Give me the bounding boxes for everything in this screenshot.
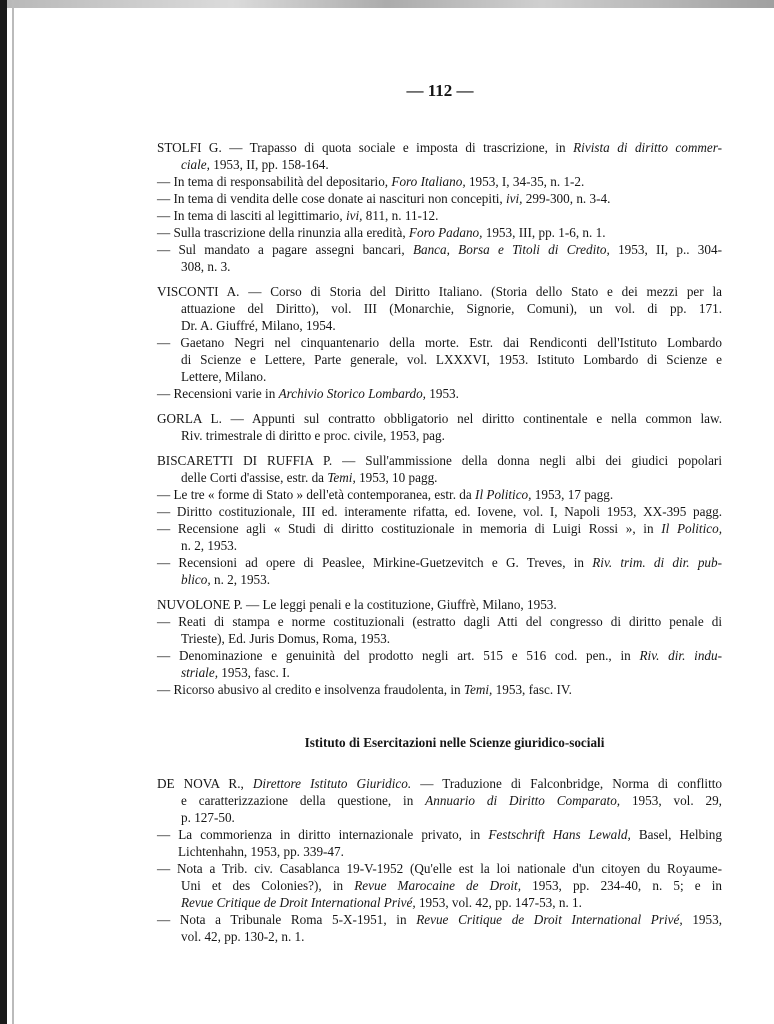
- entry-text: Lettere, Milano.: [181, 369, 267, 384]
- entry-line: [157, 173, 722, 190]
- italic-title-text: Il Politico,: [661, 521, 722, 536]
- entry-text: — In tema di vendita delle cose donate ai nascituri non concepiti,: [157, 191, 506, 206]
- italic-title-text: Rivista di diritto commer-: [573, 140, 723, 155]
- entry-line: [157, 537, 722, 554]
- entry-line: [157, 860, 722, 877]
- entry-text: 1953, 10 pagg.: [355, 470, 438, 485]
- entry-text: — La commorienza in diritto internazionale privato, in: [157, 827, 489, 842]
- entry-text: — Denominazione e genuinità del prodotto negli art. 515 e 516 cod. pen., in: [157, 648, 640, 663]
- scan-binding-line: [12, 0, 14, 1024]
- italic-title-text: Revue Marocaine de Droit,: [354, 878, 522, 893]
- italic-title-text: Temi,: [463, 682, 493, 697]
- italic-title-text: Revue Critique de Droit International Privé,: [416, 912, 683, 927]
- section-heading: Istituto di Esercitazioni nelle Scienze giuridico-sociali: [304, 735, 605, 750]
- entry-text: p. 127-50.: [181, 810, 235, 825]
- entry-line: [157, 427, 722, 444]
- entry-text: attuazione del Diritto), vol. III (Monarchie, Signorie, Comuni), un vol. di pp. 171.: [181, 301, 722, 316]
- entry-text: Uni et des Colonies?), in: [181, 878, 355, 893]
- italic-title-text: Foro Padano,: [408, 225, 483, 240]
- entry-text: 1953.: [425, 386, 459, 401]
- entry-text: 1953, I, 34-35, n. 1-2.: [465, 174, 585, 189]
- scan-binding-edge: [0, 0, 7, 1024]
- entry-text: — Nota a Tribunale Roma 5-X-1951, in: [157, 912, 417, 927]
- italic-title-text: Direttore Istituto Giuridico.: [252, 776, 412, 791]
- italic-title-text: Foro Italiano,: [391, 174, 466, 189]
- entry-text: e caratterizzazione della questione, in: [181, 793, 426, 808]
- author-entry-group: [157, 596, 722, 698]
- entry-text: BISCARETTI DI RUFFIA P. — Sull'ammissione della donna negli albi dei giudici popolari: [157, 453, 722, 468]
- author-entry-group: [157, 139, 722, 275]
- entry-text: NUVOLONE P. — Le leggi penali e la costituzione, Giuffrè, Milano, 1953.: [157, 597, 557, 612]
- entry-text: — Nota a Trib. civ. Casablanca 19-V-1952 (Qu'elle est la loi nationale d'un citoyen du Royaume-: [157, 861, 722, 876]
- italic-title-text: Riv. trim. di dir. pub-: [592, 555, 723, 570]
- entry-line: [157, 826, 722, 843]
- italic-title-text: Il Politico,: [475, 487, 532, 502]
- entry-text: Trieste), Ed. Juris Domus, Roma, 1953.: [181, 631, 391, 646]
- entry-line: [157, 571, 722, 588]
- italic-title-text: Banca, Borsa e Titoli di Credito,: [412, 242, 610, 257]
- entry-text: 1953, pp. 234-40, n. 5; e in: [521, 878, 723, 893]
- entry-line: [157, 664, 722, 681]
- entry-line: [157, 452, 722, 469]
- entry-text: Dr. A. Giuffré, Milano, 1954.: [181, 318, 336, 333]
- entry-text: — Recensioni varie in: [157, 386, 279, 401]
- entry-text: vol. 42, pp. 130-2, n. 1.: [181, 929, 305, 944]
- entry-text: — Le tre « forme di Stato » dell'età contemporanea, estr. da: [157, 487, 476, 502]
- entry-text: Riv. trimestrale di diritto e proc. civile, 1953, pag.: [181, 428, 445, 443]
- entry-text: 308, n. 3.: [181, 259, 231, 274]
- entry-line: [157, 775, 722, 792]
- italic-title-text: Temi,: [327, 470, 356, 485]
- entry-text: n. 2, 1953.: [181, 538, 238, 553]
- entry-line: [157, 351, 722, 368]
- entry-line: [157, 334, 722, 351]
- entry-text: 1953, vol. 42, pp. 147-53, n. 1.: [415, 895, 582, 910]
- entry-line: [157, 613, 722, 630]
- italic-title-text: ivi,: [506, 191, 523, 206]
- entry-text: 1953, II, p.. 304-: [609, 242, 722, 257]
- entry-line: [157, 792, 722, 809]
- entry-text: — Sul mandato a pagare assegni bancari,: [157, 242, 413, 257]
- entry-line: [157, 647, 722, 664]
- italic-title-text: Revue Critique de Droit International Privé,: [181, 895, 416, 910]
- entry-line: [157, 368, 722, 385]
- entry-text: 1953, III, pp. 1-6, n. 1.: [482, 225, 606, 240]
- entry-line: [157, 156, 722, 173]
- entry-line: [157, 911, 722, 928]
- entry-line: [157, 877, 722, 894]
- entry-text: — Traduzione di Falconbridge, Norma di conflitto: [411, 776, 722, 791]
- entry-line: [157, 385, 722, 402]
- entry-text: — Sulla trascrizione della rinunzia alla eredità,: [157, 225, 409, 240]
- entry-line: [157, 241, 722, 258]
- italic-title-text: blico,: [181, 572, 211, 587]
- entry-text: 1953, 17 pagg.: [531, 487, 614, 502]
- entry-line: [157, 630, 722, 647]
- author-entry-group: [157, 410, 722, 444]
- page-number: — 112 —: [406, 81, 474, 100]
- entry-text: — Recensioni ad opere di Peaslee, Mirkine-Guetzevitch e G. Treves, in: [157, 555, 593, 570]
- entry-line: [157, 283, 722, 300]
- bibliography-entries-before: [157, 139, 722, 698]
- entry-line: [157, 317, 722, 334]
- entry-line: [157, 486, 722, 503]
- author-entry-group: [157, 283, 722, 402]
- entry-text: — In tema di responsabilità del depositario,: [157, 174, 392, 189]
- italic-title-text: ciale,: [181, 157, 210, 172]
- entry-line: [157, 410, 722, 427]
- author-entry-group: [157, 775, 722, 945]
- entry-line: [157, 469, 722, 486]
- entry-line: [157, 503, 722, 520]
- entry-line: [157, 843, 722, 860]
- entry-text: 1953, vol. 29,: [620, 793, 722, 808]
- entry-text: 1953, fasc. IV.: [492, 682, 572, 697]
- entry-line: [157, 520, 722, 537]
- entry-text: n. 2, 1953.: [210, 572, 271, 587]
- entry-line: [157, 224, 722, 241]
- entry-text: di Scienze e Lettere, Parte generale, vol. LXXXVI, 1953. Istituto Lombardo di Scienze e: [181, 352, 722, 367]
- italic-title-text: Festschrift Hans Lewald,: [488, 827, 631, 842]
- entry-text: Lichtenhahn, 1953, pp. 339-47.: [178, 844, 344, 859]
- italic-title-text: ivi,: [345, 208, 363, 223]
- entry-line: [157, 554, 722, 571]
- entry-text: — Diritto costituzionale, III ed. interamente rifatta, ed. Iovene, vol. I, Napoli 1953, XX-395 pagg.: [157, 504, 722, 519]
- italic-title-text: Riv. dir. indu-: [639, 648, 723, 663]
- entry-text: delle Corti d'assise, estr. da: [181, 470, 328, 485]
- entry-text: DE NOVA R.,: [157, 776, 253, 791]
- scan-top-edge: [0, 0, 774, 8]
- entry-text: VISCONTI A. — Corso di Storia del Diritto Italiano. (Storia dello Stato e dei mezzi per la: [157, 284, 722, 299]
- entry-text: 1953,: [682, 912, 723, 927]
- entry-text: — Reati di stampa e norme costituzionali (estratto dagli Atti del congresso di diritto penale di: [157, 614, 722, 629]
- entry-text: — In tema di lasciti al legittimario,: [157, 208, 346, 223]
- entry-line: [157, 928, 722, 945]
- bibliography-entries-after: [157, 775, 722, 945]
- entry-line: [157, 809, 722, 826]
- entry-line: [157, 139, 722, 156]
- entry-line: [157, 596, 722, 613]
- entry-line: [157, 681, 722, 698]
- entry-line: [157, 258, 722, 275]
- bibliography: [157, 139, 722, 953]
- italic-title-text: Archivio Storico Lombardo,: [278, 386, 426, 401]
- entry-text: STOLFI G. — Trapasso di quota sociale e imposta di trascrizione, in: [157, 140, 574, 155]
- entry-text: 1953, fasc. I.: [218, 665, 290, 680]
- entry-text: — Gaetano Negri nel cinquantenario della morte. Estr. dai Rendiconti dell'Istituto Lombardo: [157, 335, 722, 350]
- entry-line: [157, 300, 722, 317]
- entry-text: — Recensione agli « Studi di diritto costituzionale in memoria di Luigi Rossi », in: [157, 521, 662, 536]
- entry-text: 299-300, n. 3-4.: [522, 191, 611, 206]
- entry-text: 1953, II, pp. 158-164.: [209, 157, 329, 172]
- entry-text: 811, n. 11-12.: [362, 208, 439, 223]
- author-entry-group: [157, 452, 722, 588]
- italic-title-text: striale,: [181, 665, 218, 680]
- entry-text: Basel, Helbing: [630, 827, 722, 842]
- italic-title-text: Annuario di Diritto Comparato,: [425, 793, 621, 808]
- entry-line: [157, 894, 722, 911]
- entry-text: GORLA L. — Appunti sul contratto obbligatorio nel diritto continentale e nella common law.: [157, 411, 722, 426]
- entry-text: — Ricorso abusivo al credito e insolvenza fraudolenta, in: [157, 682, 464, 697]
- entry-line: [157, 190, 722, 207]
- entry-line: [157, 207, 722, 224]
